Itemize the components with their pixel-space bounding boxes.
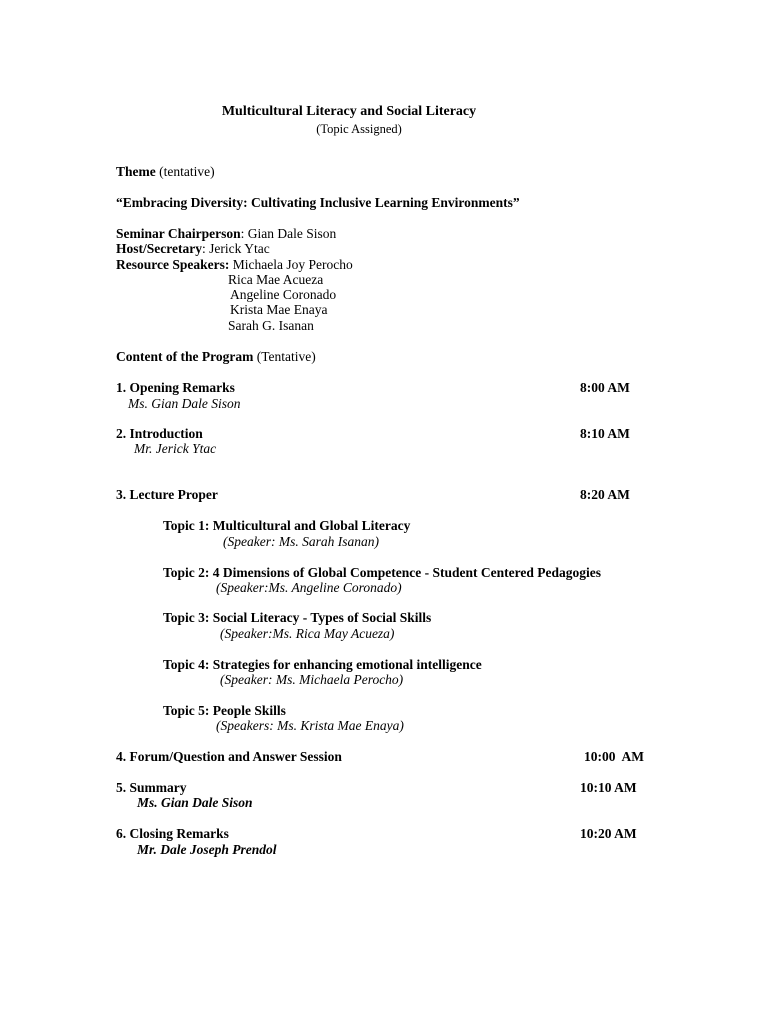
resource-speaker-name: Krista Mae Enaya — [230, 302, 328, 317]
program-item-person: Mr. Dale Joseph Prendol — [137, 842, 277, 857]
topic-title: Topic 2: 4 Dimensions of Global Competence - Student Centered Pedagogies — [163, 565, 601, 580]
document-subtitle: (Topic Assigned) — [316, 122, 402, 136]
program-item-title: 4. Forum/Question and Answer Session — [116, 749, 342, 764]
topic-title: Topic 1: Multicultural and Global Literacy — [163, 518, 411, 533]
document-title: Multicultural Literacy and Social Literacy — [221, 104, 477, 119]
resource-speaker-name: Rica Mae Acueza — [228, 272, 324, 287]
program-item-time: 10:10 AM — [580, 780, 637, 795]
resource-speaker-name: Sarah G. Isanan — [228, 318, 314, 333]
topic-title: Topic 5: People Skills — [163, 703, 286, 718]
program-item-person: Ms. Gian Dale Sison — [137, 795, 253, 810]
program-item-time: 8:00 AM — [580, 380, 630, 395]
program-item-time: 10:20 AM — [580, 826, 637, 841]
host-secretary-label: Host/Secretary — [116, 241, 202, 256]
program-item-time: 10:00 AM — [584, 749, 644, 764]
program-heading-label: Content of the Program — [116, 349, 254, 364]
program-item-time: 8:20 AM — [580, 487, 630, 502]
program-item-title: 5. Summary — [116, 780, 187, 795]
resource-speaker-name: Michaela Joy Perocho — [232, 257, 353, 272]
program-item-time: 8:10 AM — [580, 426, 630, 441]
host-secretary-line — [116, 241, 270, 257]
program-item-title: 1. Opening Remarks — [116, 380, 235, 395]
topic-speaker: (Speaker: Ms. Sarah Isanan) — [223, 534, 379, 549]
program-heading — [116, 349, 316, 365]
program-item-person: Ms. Gian Dale Sison — [128, 396, 241, 411]
theme-line — [116, 164, 215, 180]
program-item-title: 2. Introduction — [116, 426, 203, 441]
host-secretary-value: : Jerick Ytac — [201, 241, 270, 256]
topic-speaker: (Speaker: Ms. Michaela Perocho) — [220, 672, 404, 687]
program-item-person: Mr. Jerick Ytac — [134, 441, 217, 456]
topic-speaker: (Speakers: Ms. Krista Mae Enaya) — [216, 718, 404, 733]
program-item-title: 6. Closing Remarks — [116, 826, 229, 841]
resource-speakers-line — [116, 257, 353, 273]
resource-speakers-label: Resource Speakers: — [116, 257, 230, 272]
topic-speaker: (Speaker:Ms. Angeline Coronado) — [216, 580, 402, 595]
topic-title: Topic 4: Strategies for enhancing emotional intelligence — [163, 657, 482, 672]
topic-speaker: (Speaker:Ms. Rica May Acueza) — [220, 626, 395, 641]
topic-title: Topic 3: Social Literacy - Types of Social Skills — [163, 610, 432, 625]
resource-speaker-name: Angeline Coronado — [230, 287, 337, 302]
theme-text: “Embracing Diversity: Cultivating Inclusive Learning Environments” — [116, 195, 520, 210]
program-heading-note: (Tentative) — [256, 349, 316, 364]
seminar-chairperson-line — [116, 226, 336, 242]
seminar-chairperson-value: : Gian Dale Sison — [240, 226, 337, 241]
seminar-chairperson-label: Seminar Chairperson — [116, 226, 241, 241]
program-item-title: 3. Lecture Proper — [116, 487, 218, 502]
theme-note: (tentative) — [159, 164, 215, 179]
theme-label: Theme — [116, 164, 156, 179]
